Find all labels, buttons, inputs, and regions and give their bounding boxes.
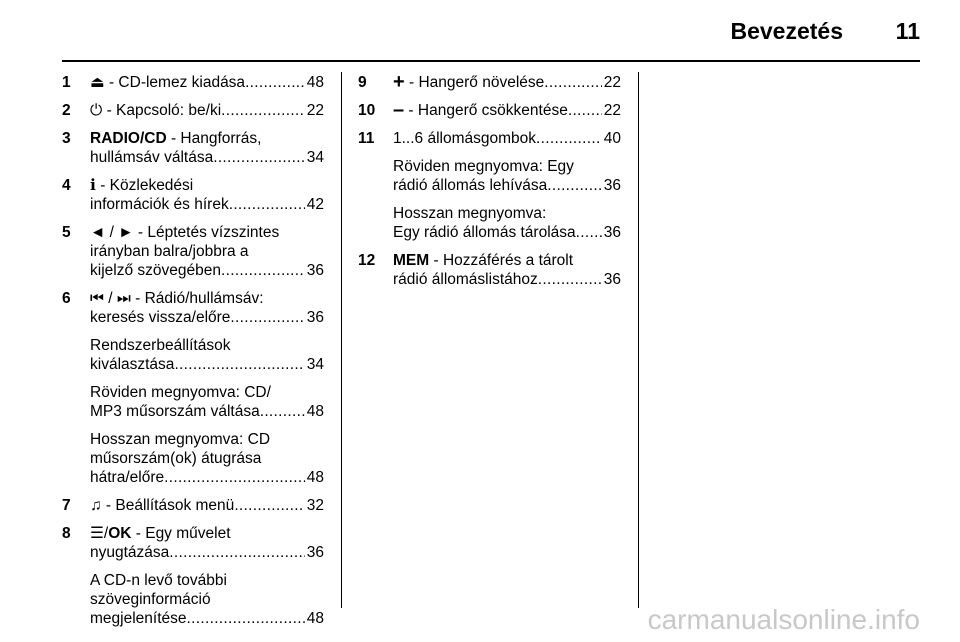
page-ref: 22 xyxy=(603,74,621,91)
header-rule xyxy=(62,60,920,62)
entry-text: - Hozzáférés a tárolt xyxy=(429,252,574,269)
leader-dots xyxy=(547,176,602,195)
entry-text: - Hangerő növelése xyxy=(404,74,545,91)
index-entry-3 xyxy=(62,129,324,167)
left-column xyxy=(62,73,324,637)
entry-number: 6 xyxy=(62,290,71,307)
page-ref: 48 xyxy=(306,469,324,486)
leader-dots xyxy=(221,261,305,280)
entry-number: 7 xyxy=(62,497,71,514)
entry-text: - CD-lemez kiadása xyxy=(104,74,246,91)
index-subentry xyxy=(62,571,324,628)
entry-text: Rendszerbeállítások xyxy=(90,337,231,354)
entry-number: 10 xyxy=(358,102,376,119)
middle-column xyxy=(358,73,621,298)
entry-number: 8 xyxy=(62,525,71,542)
leader-dots xyxy=(568,101,602,120)
page-ref: 48 xyxy=(306,403,324,420)
entry-text: Hosszan megnyomva: xyxy=(393,205,547,222)
index-entry-12 xyxy=(358,251,621,289)
page-title: Bevezetés xyxy=(730,18,843,44)
index-subentry xyxy=(62,430,324,487)
entry-text: 1...6 állomásgombok xyxy=(393,130,537,147)
page-ref: 36 xyxy=(603,224,621,241)
entry-number: 4 xyxy=(62,177,71,194)
leader-dots xyxy=(234,496,304,515)
entry-text: - Rádió/hullámsáv: xyxy=(130,290,264,307)
index-subentry xyxy=(62,336,324,374)
leader-dots xyxy=(213,148,305,167)
leader-dots xyxy=(174,355,304,374)
button-label: OK xyxy=(108,525,132,542)
entry-text: rádió állomáslistához xyxy=(393,271,538,288)
leader-dots xyxy=(229,195,305,214)
entry-text: Röviden megnyomva: CD/ xyxy=(90,384,271,401)
page-ref: 48 xyxy=(306,74,324,91)
entry-number: 5 xyxy=(62,224,71,241)
column-divider-right xyxy=(638,72,639,608)
page-number: 11 xyxy=(895,18,920,44)
entry-text: hullámsáv váltása xyxy=(90,149,214,166)
page-ref: 36 xyxy=(306,544,324,561)
leader-dots xyxy=(164,468,305,487)
entry-text: - Léptetés vízszintes xyxy=(133,224,280,241)
entry-number: 9 xyxy=(358,74,367,91)
leader-dots xyxy=(538,270,602,289)
entry-text: információk és hírek xyxy=(90,196,229,213)
entry-text: hátra/előre xyxy=(90,469,165,486)
entry-text: MP3 műsorszám váltása xyxy=(90,403,260,420)
menu-knob-icon: ☰/ xyxy=(90,525,109,542)
button-label: RADIO/CD xyxy=(90,130,167,147)
index-entry-9 xyxy=(358,73,621,92)
leader-dots xyxy=(245,73,305,92)
page-ref: 36 xyxy=(306,309,324,326)
leader-dots xyxy=(536,129,602,148)
page-header xyxy=(0,18,960,48)
leader-dots xyxy=(230,308,304,327)
page-ref: 42 xyxy=(306,196,324,213)
entry-text: szöveginformáció xyxy=(90,591,211,608)
entry-text: keresés vissza/előre xyxy=(90,309,231,326)
entry-text: kiválasztása xyxy=(90,356,175,373)
leader-dots xyxy=(187,609,305,628)
page-ref: 34 xyxy=(306,149,324,166)
traffic-info-icon: ℹ xyxy=(90,177,96,194)
leader-dots xyxy=(260,402,305,421)
page-ref: 32 xyxy=(306,497,324,514)
entry-number: 3 xyxy=(62,130,71,147)
watermark: carmanualsonline.info xyxy=(647,604,920,635)
column-divider-left xyxy=(341,72,342,608)
entry-text: nyugtázása xyxy=(90,544,170,561)
button-label: MEM xyxy=(393,252,430,269)
index-subentry xyxy=(62,383,324,421)
entry-number: 11 xyxy=(358,130,375,147)
index-entry-1 xyxy=(62,73,324,92)
index-subentry xyxy=(358,204,621,242)
page-ref: 36 xyxy=(306,262,324,279)
entry-text: kijelző szövegében xyxy=(90,262,221,279)
index-subentry xyxy=(358,157,621,195)
entry-number: 12 xyxy=(358,252,376,269)
index-entry-5 xyxy=(62,223,324,280)
entry-text: műsorszám(ok) átugrása xyxy=(90,450,262,467)
index-entry-2 xyxy=(62,101,324,120)
music-note-icon: ♫ xyxy=(90,497,102,514)
entry-text: Hosszan megnyomva: CD xyxy=(90,431,271,448)
index-entry-8 xyxy=(62,524,324,562)
leader-dots xyxy=(221,101,305,120)
entry-text: Röviden megnyomva: Egy xyxy=(393,158,574,175)
index-entry-11 xyxy=(358,129,621,148)
entry-number: 2 xyxy=(62,102,71,119)
entry-text: - Hangerő csökkentése xyxy=(404,102,568,119)
entry-text: - Egy művelet xyxy=(131,525,231,542)
leader-dots xyxy=(169,543,304,562)
left-right-arrow-icon: ◄ / ► xyxy=(90,224,134,241)
entry-text: - Hangforrás, xyxy=(166,130,262,147)
entry-text: rádió állomás lehívása xyxy=(393,177,548,194)
page-ref: 48 xyxy=(306,610,324,627)
entry-text: - Közlekedési xyxy=(95,177,194,194)
entry-text: irányban balra/jobbra a xyxy=(90,243,249,260)
plus-icon: + xyxy=(393,71,405,93)
page-ref: 36 xyxy=(603,271,621,288)
entry-text: A CD-n levő további xyxy=(90,572,227,589)
page-ref: 36 xyxy=(603,177,621,194)
page-ref: 22 xyxy=(306,102,324,119)
index-entry-6 xyxy=(62,289,324,327)
leader-dots xyxy=(576,223,602,242)
entry-text: - Kapcsoló: be/ki xyxy=(102,102,222,119)
eject-icon: ⏏ xyxy=(90,74,105,91)
page-ref: 22 xyxy=(603,102,621,119)
minus-icon: – xyxy=(393,99,405,121)
index-entry-7 xyxy=(62,496,324,515)
page-ref: 34 xyxy=(306,356,324,373)
entry-text: - Beállítások menü xyxy=(101,497,235,514)
seek-icon: ⏮ / ⏭ xyxy=(90,290,131,307)
index-entry-10 xyxy=(358,101,621,120)
entry-text: megjelenítése xyxy=(90,610,187,627)
index-entry-4 xyxy=(62,176,324,214)
entry-text: Egy rádió állomás tárolása xyxy=(393,224,576,241)
page-ref: 40 xyxy=(603,130,621,147)
leader-dots xyxy=(544,73,601,92)
entry-number: 1 xyxy=(62,74,71,91)
power-icon: ⏻ xyxy=(90,102,103,119)
